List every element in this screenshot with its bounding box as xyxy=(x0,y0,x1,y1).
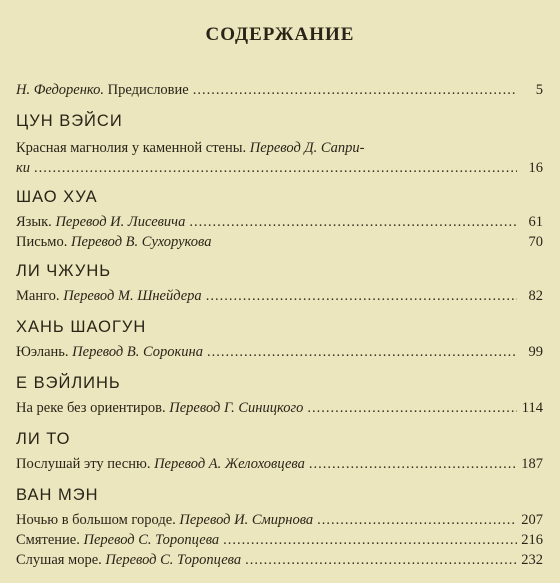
toc-entry xyxy=(16,158,543,178)
entry-title: Ночью в большом городе. xyxy=(16,512,176,528)
contents-heading: СОДЕРЖАНИЕ xyxy=(205,24,355,45)
entry-title: На реке без ориентиров. xyxy=(16,400,166,416)
leader-dots xyxy=(34,158,517,178)
leader-dots xyxy=(193,80,517,100)
toc-entry xyxy=(16,550,543,570)
toc-entry xyxy=(16,342,543,362)
leader-dots xyxy=(317,510,517,530)
page-number: 70 xyxy=(528,234,543,250)
toc-entry xyxy=(16,286,543,306)
toc-entry xyxy=(16,212,543,232)
entry-title: Язык. xyxy=(16,214,52,230)
author-heading: ЛИ ТО xyxy=(16,430,71,448)
entry-translator: Перевод Г. Синицкого xyxy=(169,400,304,416)
entry-title: Манго. xyxy=(16,288,60,304)
page-number: 5 xyxy=(535,82,543,98)
preface-author: Н. Федоренко. xyxy=(16,82,105,98)
leader-dots xyxy=(307,398,517,418)
page-number: 207 xyxy=(521,512,543,528)
toc-entry xyxy=(16,510,543,530)
entry-translator: Перевод С. Торопцева xyxy=(105,552,242,568)
page-number: 114 xyxy=(521,400,543,416)
entry-title: Письмо. xyxy=(16,234,68,250)
entry-translator-cont: ки xyxy=(16,160,31,176)
leader-dots xyxy=(309,454,517,474)
author-heading: ВАН МЭН xyxy=(16,486,99,504)
leader-dots xyxy=(189,212,517,232)
entry-translator: Перевод Д. Сапри- xyxy=(249,140,365,156)
entry-translator: Перевод М. Шнейдера xyxy=(63,288,202,304)
preface-title: Предисловие xyxy=(107,82,189,98)
toc-entry xyxy=(16,454,543,474)
entry-translator: Перевод С. Торопцева xyxy=(83,532,220,548)
leader-dots xyxy=(207,342,517,362)
toc-entry-preface xyxy=(16,80,543,100)
leader-dots xyxy=(206,286,517,306)
entry-translator: Перевод В. Сухорукова xyxy=(70,234,212,250)
page-number: 61 xyxy=(528,214,543,230)
toc-entry-line1 xyxy=(16,138,365,158)
entry-title: Смятение. xyxy=(16,532,80,548)
author-heading: ХАНЬ ШАОГУН xyxy=(16,318,147,336)
page-number: 99 xyxy=(528,344,543,360)
entry-translator: Перевод А. Желоховцева xyxy=(154,456,305,472)
page-number: 16 xyxy=(528,160,543,176)
leader-dots xyxy=(245,550,517,570)
page-number: 82 xyxy=(528,288,543,304)
toc-entry xyxy=(16,398,543,418)
author-heading: Е ВЭЙЛИНЬ xyxy=(16,374,121,392)
entry-translator: Перевод В. Сорокина xyxy=(72,344,203,360)
toc-entry xyxy=(16,232,543,252)
entry-title: Послушай эту песню. xyxy=(16,456,151,472)
entry-title: Юэлань. xyxy=(16,344,69,360)
page-number: 216 xyxy=(521,532,543,548)
entry-title: Слушая море. xyxy=(16,552,102,568)
author-heading: ЦУН ВЭЙСИ xyxy=(16,112,123,130)
author-heading: ЛИ ЧЖУНЬ xyxy=(16,262,112,280)
toc-entry xyxy=(16,530,543,550)
leader-dots xyxy=(223,530,517,550)
page-number: 232 xyxy=(521,552,543,568)
author-heading: ШАО ХУА xyxy=(16,188,98,206)
entry-title: Красная магнолия у каменной стены. xyxy=(16,140,247,156)
entry-translator: Перевод И. Лисевича xyxy=(55,214,186,230)
entry-translator: Перевод И. Смирнова xyxy=(179,512,314,528)
page-number: 187 xyxy=(521,456,543,472)
